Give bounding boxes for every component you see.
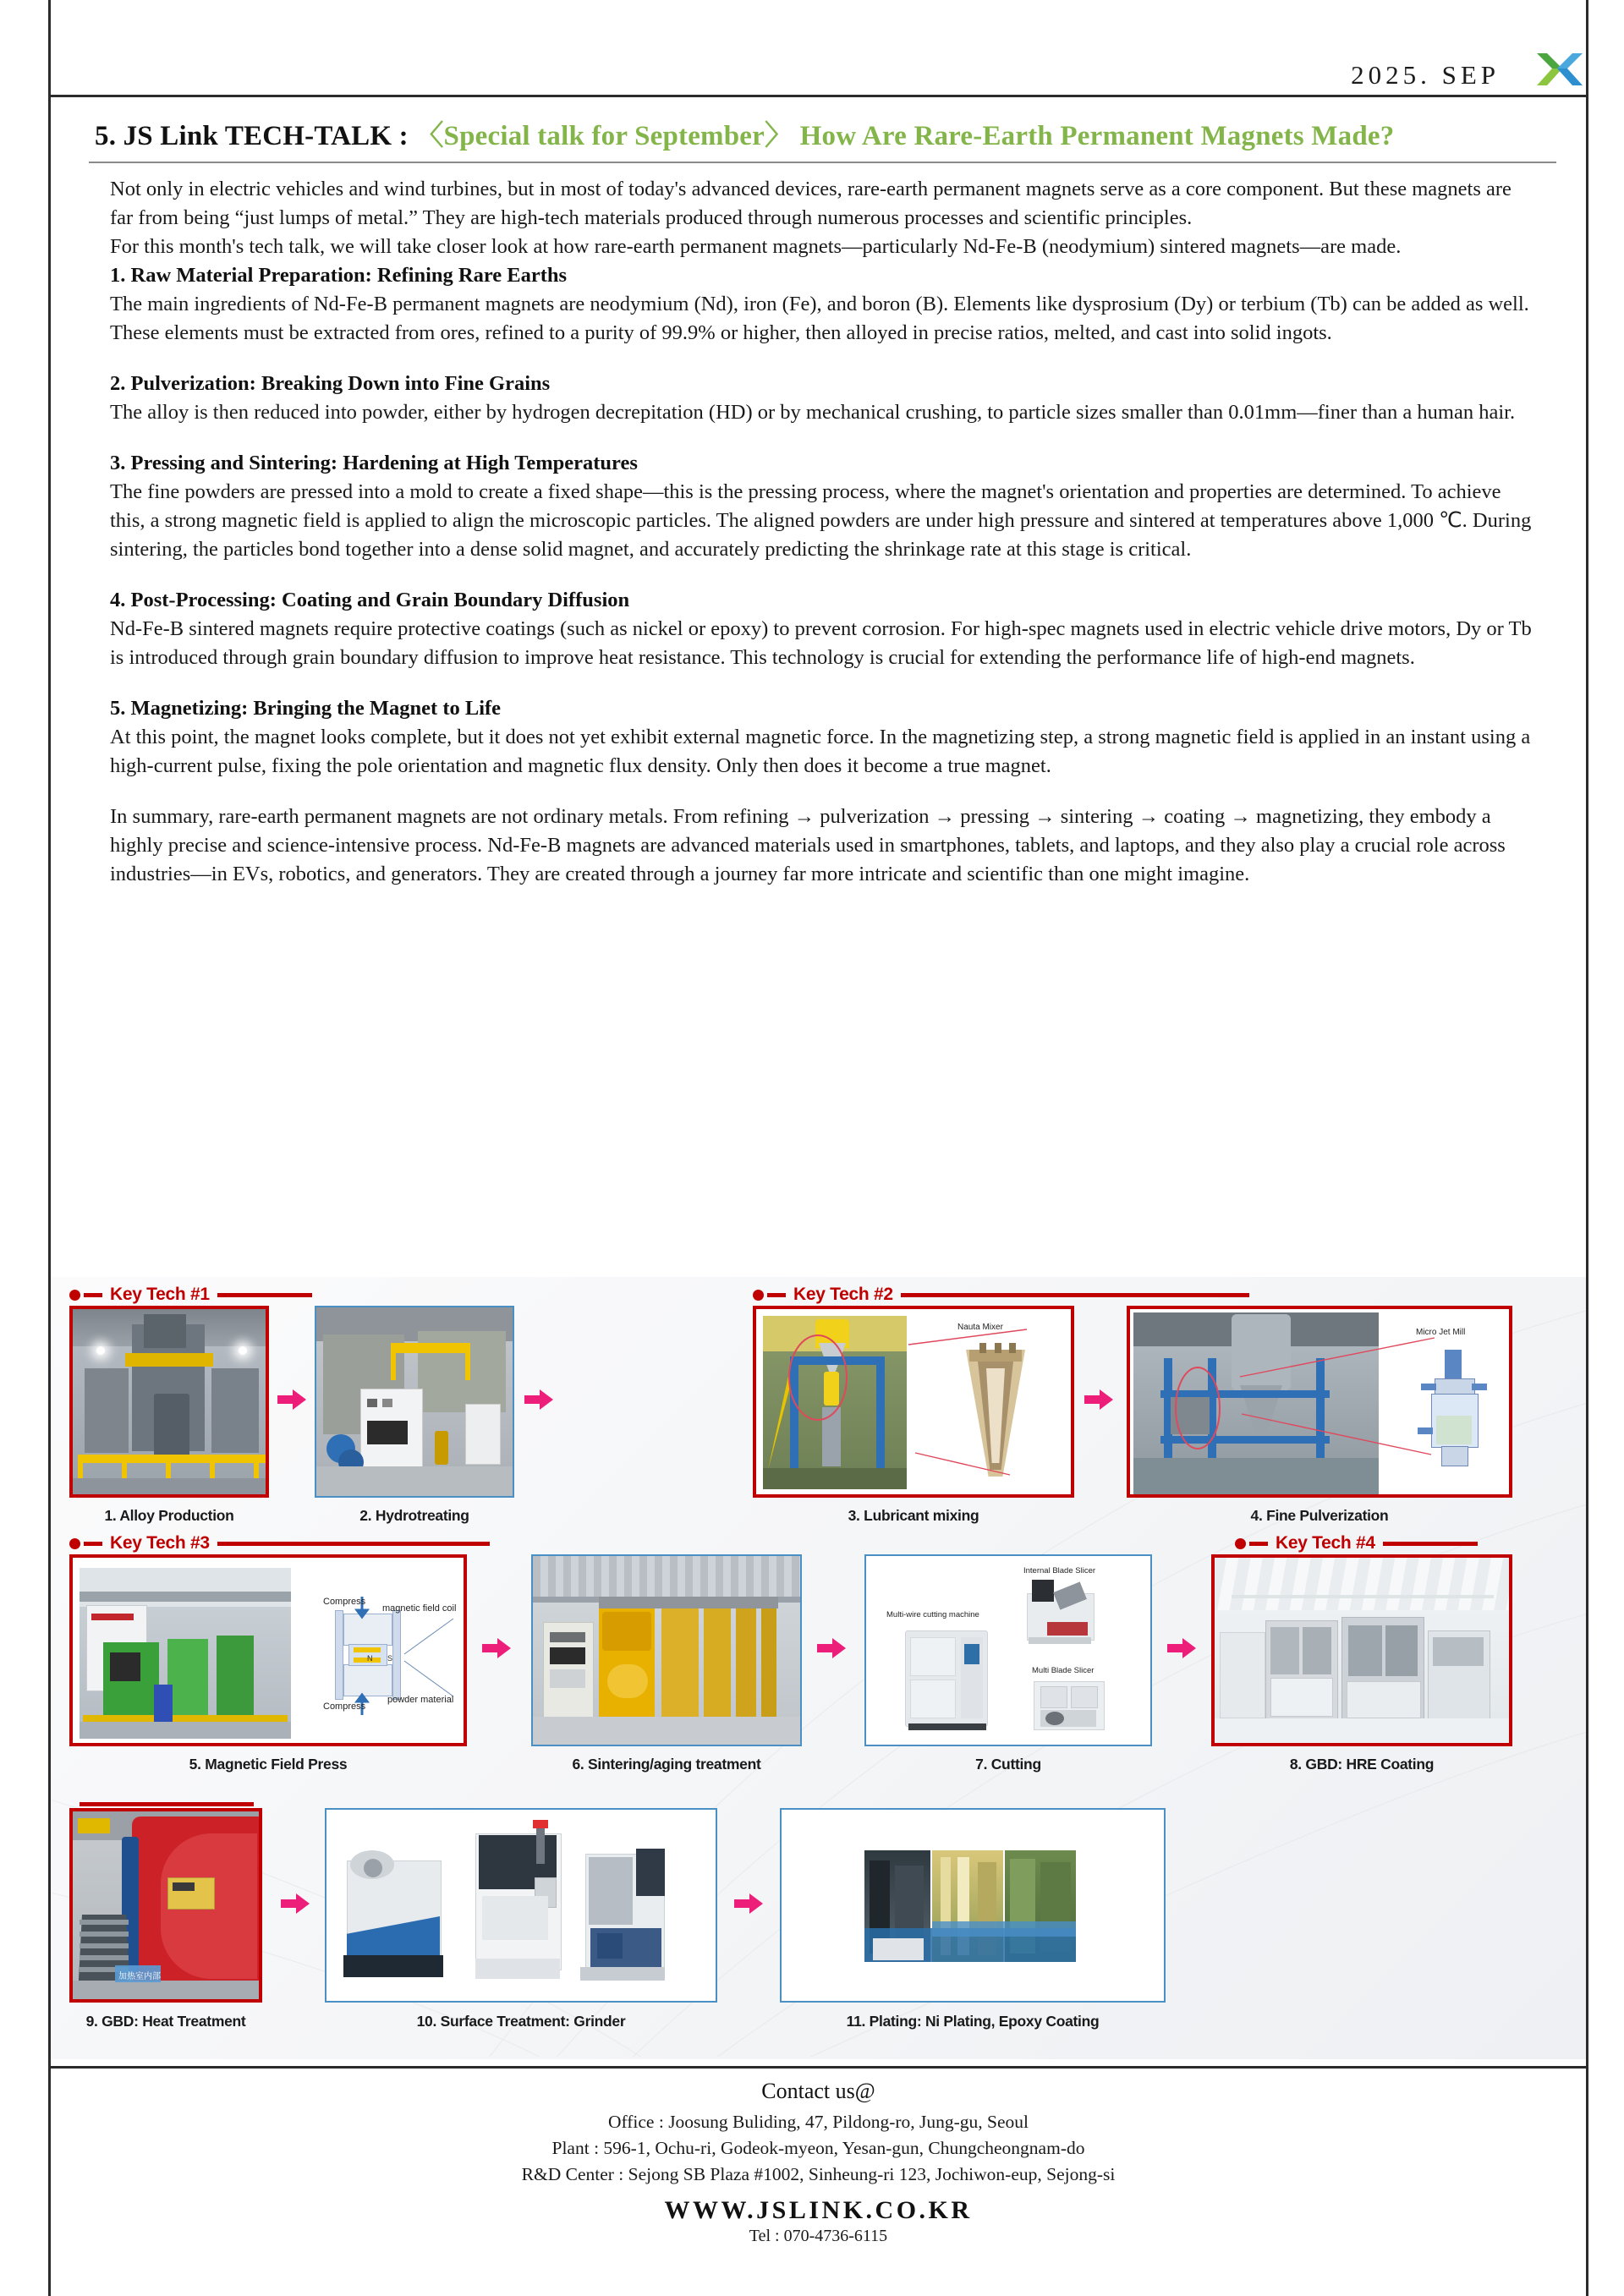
contact-heading: Contact us@ [761,2079,875,2103]
step-9-photo [73,1811,259,1999]
step-1-photo [73,1309,266,1494]
step-7-inset-label-3: Multi Blade Slicer [1032,1666,1095,1675]
section-2-heading: 2. Pulverization: Breaking Down into Fine Grains [110,372,551,396]
page-header [0,0,1624,97]
intro-paragraph-2: For this month's tech talk, we will take closer look at how rare-earth permanent magnets—particularly Nd-Fe-B (neodymium) sintered magnets—are made. [110,235,1402,259]
contact-plant: Plant : 596-1, Ochu-ri, Godeok-myeon, Yesan-gun, Chungcheongnam-do [551,2138,1085,2158]
step-10-photo [326,1810,716,2001]
step-card-4 [1127,1306,1512,1498]
section-5-heading: 5. Magnetizing: Bringing the Magnet to Life [110,697,502,721]
step-2-caption: 2. Hydrotreating [359,1507,469,1524]
svg-text:S: S [387,1654,393,1663]
step-card-5 [69,1554,467,1746]
step-5-inset-label-compress-bottom: Compress [323,1701,366,1712]
step-card-8 [1211,1554,1512,1746]
page-footer [51,2066,1586,2246]
key-tech-dash-icon [767,1293,786,1297]
step-5-photo [73,1558,464,1743]
section-1-text: The main ingredients of Nd-Fe-B permanent magnets are neodymium (Nd), iron (Fe), and boron (B). Elements like dysprosium (Dy) or terbium (Tb) can be added as well. These elements must be extracted from ores, refined to a purity of 99.9% or higher, then alloyed in precise ratios, melted, and cast into solid ingots. [110,293,1529,345]
step-5-inset-label-compress-top: Compress [323,1597,366,1607]
title-highlight: 〈Special talk for September〉 How Are Rare-Earth Permanent Magnets Made? [415,121,1395,151]
key-tech-dash-icon [84,1293,102,1297]
step-2-photo [316,1307,513,1496]
flow-arrow-icon-3 [1084,1389,1113,1411]
right-border-rule [1586,0,1588,2296]
key-tech-tag-1 [69,1284,312,1306]
step-4-caption: 4. Fine Pulverization [1250,1507,1389,1524]
svg-text:N: N [367,1654,373,1663]
flow-arrow-icon-7 [1167,1637,1196,1659]
flow-arrow-icon-6 [817,1637,846,1659]
website-url[interactable]: WWW.JSLINK.CO.KR [664,2196,973,2224]
step-11-photo [782,1810,1164,2001]
section-3-text: The fine powders are pressed into a mold to create a fixed shape—this is the pressing process, where the magnet's orientation and properties are determined. To achieve this, a strong magnetic field is applied to align the microscopic particles. The aligned powders are under high pressure and sintered at temperatures above 1,000 ℃. During sintering, the particles bond together into a dense solid magnet, and accurately predicting the shrinkage rate at this stage is critical. [110,480,1532,562]
step-9-inset-label-1: 加热室内部 [118,1972,161,1981]
step-9-caption: 9. GBD: Heat Treatment [85,2013,246,2030]
step-1-caption: 1. Alloy Production [104,1507,234,1524]
step-card-1 [69,1306,269,1498]
key-tech-dot-icon [753,1290,764,1301]
key-tech-dash-icon [1249,1542,1268,1546]
step-8-caption: 8. GBD: HRE Coating [1289,1756,1435,1773]
flow-arrow-icon-1 [277,1389,306,1411]
flow-arrow-icon-5 [482,1637,511,1659]
step-card-6 [531,1554,802,1746]
step-card-7 [864,1554,1152,1746]
step-card-3 [753,1306,1074,1498]
key-tech-rule-icon [1383,1542,1478,1546]
step-11-caption: 11. Plating: Ni Plating, Epoxy Coating [846,2013,1100,2030]
summary-paragraph: In summary, rare-earth permanent magnets are not ordinary metals. From refining → pulverization → pressing → sintering → coating → magnetizing, they embody a highly precise and science-intensive process. Nd-Fe-B magnets are advanced materials used in smartphones, tablets, and laptops, and they also play a crucial role across industries—in EVs, robotics, and generators. They are created through a journey far more intricate and scientific than one might imagine. [110,805,1506,886]
key-tech-rule-icon [217,1542,490,1546]
process-flow-diagram [51,1277,1586,2059]
title-prefix: 5. JS Link TECH-TALK : [95,121,416,151]
step-4-inset-label-1: Micro Jet Mill [1416,1328,1466,1337]
key-tech-tag-2 [753,1284,1249,1306]
key-tech-label: Key Tech #3 [110,1533,210,1553]
step-7-inset-label-2: Multi-wire cutting machine [886,1610,979,1619]
article-title [0,119,1624,154]
section-2-text: The alloy is then reduced into powder, either by hydrogen decrepitation (HD) or by mechanical crushing, to particle sizes smaller than 0.01mm—finer than a human hair. [110,401,1516,425]
telephone-number: Tel : 070-4736-6115 [749,2227,888,2245]
jslink-logo-icon [1533,48,1586,90]
key-tech-rule-icon [80,1802,254,1806]
section-5-text: At this point, the magnet looks complete, but it does not yet exhibit external magnetic force. In the magnetizing step, a strong magnetic field is applied in an instant using a high-current pulse, fixing the pole orientation and magnetic flux density. Only then does it become a true magnet. [110,726,1531,778]
key-tech-rule-icon [901,1293,1249,1297]
key-tech-dot-icon [69,1538,80,1549]
step-3-photo [756,1309,1071,1494]
key-tech-tag-4 [1235,1532,1478,1554]
step-card-10 [325,1808,717,2003]
key-tech-dot-icon [69,1290,80,1301]
step-5-inset-label-coil: magnetic field coil [382,1603,457,1614]
section-1-heading: 1. Raw Material Preparation: Refining Rare Earths [110,264,568,288]
step-8-photo [1215,1558,1509,1743]
step-5-inset-label-powder: powder material [387,1695,454,1705]
step-10-caption: 10. Surface Treatment: Grinder [416,2013,626,2030]
flow-arrow-icon-10 [734,1893,763,1915]
contact-office: Office : Joosung Buliding, 47, Pildong-ro, Jung-gu, Seoul [607,2112,1029,2132]
step-card-9 [69,1808,262,2003]
key-tech-dot-icon [1235,1538,1246,1549]
key-tech-label: Key Tech #1 [110,1285,210,1304]
step-card-2 [315,1306,514,1498]
flow-arrow-icon-9 [281,1893,310,1915]
section-4-text: Nd-Fe-B sintered magnets require protective coatings (such as nickel or epoxy) to prevent corrosion. For high-spec magnets used in electric vehicle drive motors, Dy or Tb is introduced through grain boundary diffusion to improve heat resistance. This technology is crucial for extending the performance life of high-end magnets. [110,617,1532,670]
article-body [0,163,1624,889]
section-4-heading: 4. Post-Processing: Coating and Grain Boundary Diffusion [110,589,630,612]
flow-arrow-icon-2 [524,1389,553,1411]
issue-date: 2025. SEP [1351,60,1500,90]
step-7-caption: 7. Cutting [975,1756,1041,1773]
step-3-inset-label-1: Nauta Mixer [957,1323,1003,1332]
step-card-11 [780,1808,1166,2003]
step-3-caption: 3. Lubricant mixing [848,1507,979,1524]
key-tech-tag-3 [69,1532,490,1554]
key-tech-rule-row3 [69,1793,254,1815]
step-5-caption: 5. Magnetic Field Press [189,1756,348,1773]
key-tech-rule-icon [217,1293,312,1297]
key-tech-label: Key Tech #4 [1276,1533,1375,1553]
header-divider [51,95,1586,97]
section-3-heading: 3. Pressing and Sintering: Hardening at High Temperatures [110,452,638,475]
intro-paragraph-1: Not only in electric vehicles and wind turbines, but in most of today's advanced devices, rare-earth permanent magnets serve as a core component. But these magnets are far from being “just lumps of metal.” They are high-tech materials produced through numerous processes and scientific principles. [110,178,1512,230]
footer-divider [51,2066,1586,2069]
step-6-photo [533,1556,800,1745]
step-7-photo [866,1556,1150,1745]
step-6-caption: 6. Sintering/aging treatment [572,1756,761,1773]
step-7-inset-label-1: Internal Blade Slicer [1023,1566,1096,1575]
key-tech-dash-icon [84,1542,102,1546]
key-tech-label: Key Tech #2 [793,1285,893,1304]
contact-rnd-center: R&D Center : Sejong SB Plaza #1002, Sinheung-ri 123, Jochiwon-eup, Sejong-si [521,2164,1116,2184]
